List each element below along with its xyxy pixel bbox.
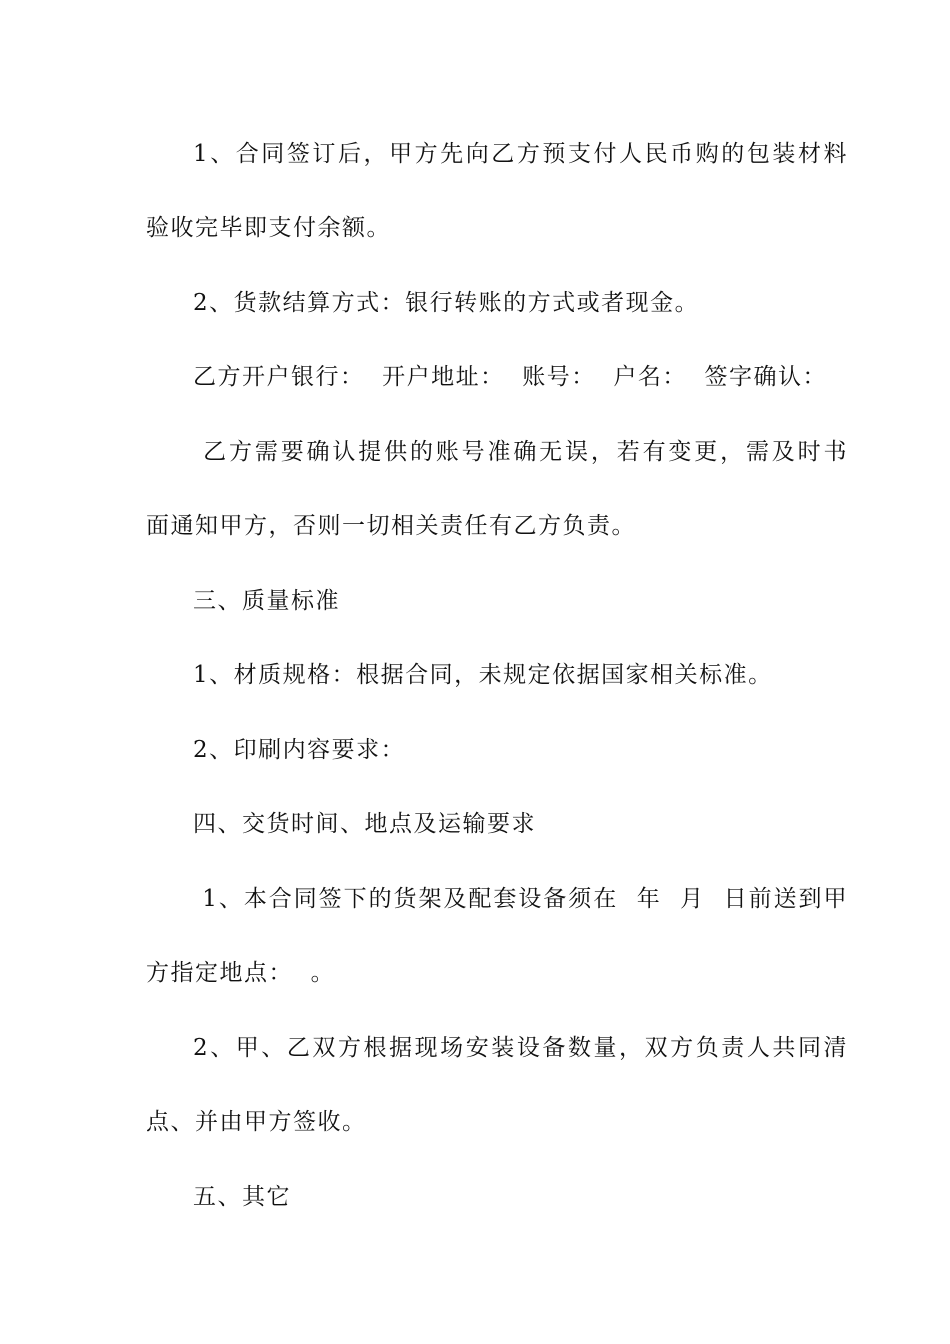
paragraph-payment-advance-line2: 验收完毕即支付余额。 (146, 215, 391, 241)
paragraph-material-spec: 1、材质规格：根据合同，未规定依据国家相关标准。 (193, 662, 773, 688)
paragraph-delivery-date-line1: 1、本合同签下的货架及配套设备须在 年 月 日前送到甲 (193, 886, 848, 912)
paragraph-installation-count-line1: 2、甲、乙双方根据现场安装设备数量，双方负责人共同清 (193, 1035, 848, 1061)
paragraph-print-content: 2、印刷内容要求： (193, 737, 406, 763)
paragraph-account-confirm-line2: 面通知甲方，否则一切相关责任有乙方负责。 (146, 513, 636, 539)
paragraph-payment-advance-line1: 1、合同签订后，甲方先向乙方预支付人民币购的包装材料 (193, 141, 848, 167)
paragraph-installation-count-line2: 点、并由甲方签收。 (146, 1109, 367, 1135)
paragraph-delivery-date-line2: 方指定地点： 。 (146, 960, 336, 986)
section-heading-quality: 三、质量标准 (193, 588, 340, 614)
paragraph-account-confirm-line1: 乙方需要确认提供的账号准确无误，若有变更，需及时书 (193, 439, 848, 465)
section-heading-other: 五、其它 (193, 1184, 291, 1210)
paragraph-settlement-method: 2、货款结算方式：银行转账的方式或者现金。 (193, 290, 700, 316)
section-heading-delivery: 四、交货时间、地点及运输要求 (193, 811, 536, 837)
paragraph-bank-info: 乙方开户银行： 开户地址： 账号： 户名： 签字确认： (193, 364, 827, 390)
